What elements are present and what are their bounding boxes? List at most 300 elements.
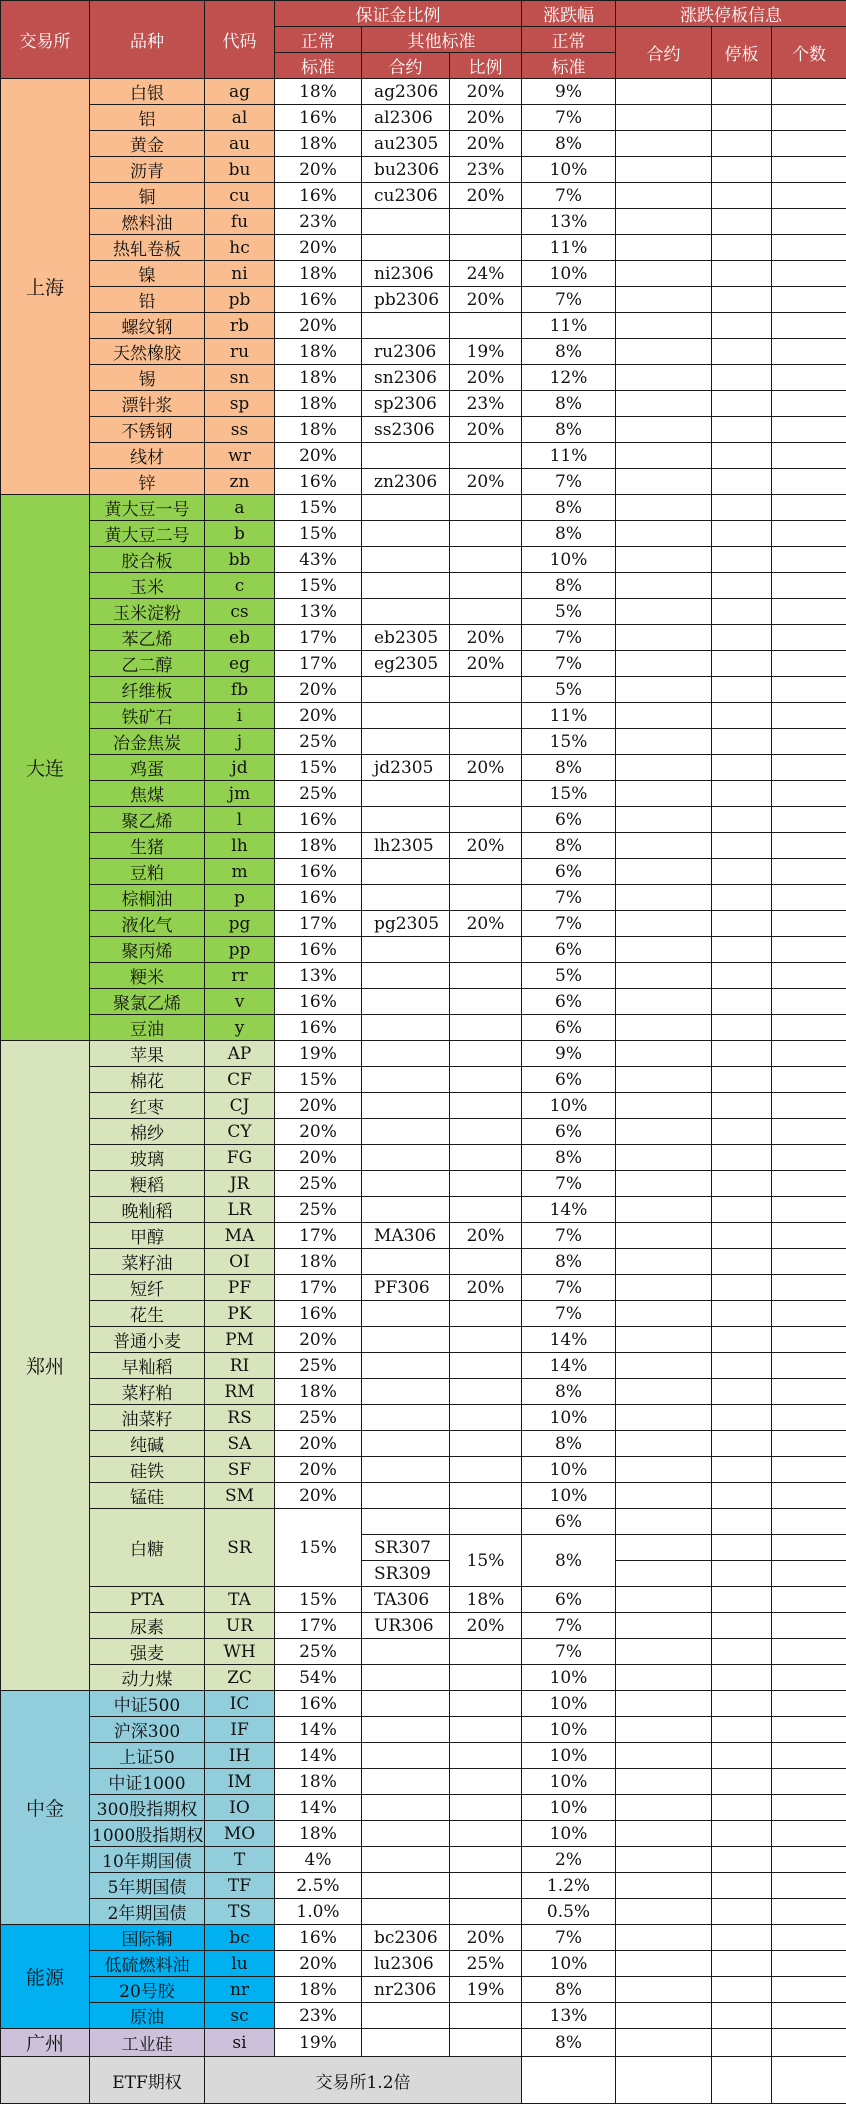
limit-standard-cell: 0.5% — [522, 1899, 616, 1925]
margin-standard-cell: 15% — [275, 1509, 362, 1587]
variety-cell: 白糖 — [90, 1509, 205, 1587]
table-row — [1, 651, 846, 677]
variety-cell: 热轧卷板 — [90, 235, 205, 261]
limit-standard-cell: 8% — [522, 339, 616, 365]
other-ratio-cell — [450, 1301, 522, 1327]
code-cell: m — [205, 859, 275, 885]
limit-info-stop-cell — [712, 417, 772, 443]
limit-info-contract-cell — [616, 209, 712, 235]
code-cell: cs — [205, 599, 275, 625]
table-row — [1, 1847, 846, 1873]
table-row — [1, 1509, 846, 1535]
other-contract-cell — [362, 235, 450, 261]
limit-info-contract-cell — [616, 885, 712, 911]
limit-info-count-cell — [772, 495, 846, 521]
limit-standard-cell: 7% — [522, 885, 616, 911]
variety-cell: 黄大豆一号 — [90, 495, 205, 521]
limit-standard-cell: 10% — [522, 1093, 616, 1119]
variety-cell: 锰硅 — [90, 1483, 205, 1509]
other-ratio-cell — [450, 1483, 522, 1509]
limit-info-contract-cell — [616, 313, 712, 339]
limit-info-contract-cell — [616, 1847, 712, 1873]
limit-info-count-cell — [772, 1093, 846, 1119]
variety-cell: 中证500 — [90, 1691, 205, 1717]
code-cell: bb — [205, 547, 275, 573]
limit-standard-cell: 7% — [522, 911, 616, 937]
limit-info-contract-cell — [616, 1691, 712, 1717]
margin-standard-cell: 18% — [275, 1769, 362, 1795]
limit-info-contract-cell — [616, 781, 712, 807]
other-ratio-cell: 23% — [450, 391, 522, 417]
limit-info-count-cell — [772, 287, 846, 313]
table-row — [1, 1301, 846, 1327]
variety-cell: PTA — [90, 1587, 205, 1613]
margin-standard-cell: 16% — [275, 183, 362, 209]
limit-info-count-cell — [772, 1015, 846, 1041]
limit-info-count-cell — [772, 1509, 846, 1535]
variety-cell: 玉米 — [90, 573, 205, 599]
limit-info-contract-cell — [616, 1873, 712, 1899]
margin-standard-cell: 20% — [275, 1145, 362, 1171]
code-cell: SF — [205, 1457, 275, 1483]
code-cell: RS — [205, 1405, 275, 1431]
table-header — [1, 1, 846, 79]
limit-info-stop-cell — [712, 1613, 772, 1639]
limit-info-stop-cell — [712, 755, 772, 781]
code-cell: pp — [205, 937, 275, 963]
margin-standard-cell: 43% — [275, 547, 362, 573]
variety-cell: 苯乙烯 — [90, 625, 205, 651]
variety-cell: 20号胶 — [90, 1977, 205, 2003]
variety-cell: 螺纹钢 — [90, 313, 205, 339]
limit-info-count-cell — [772, 1535, 846, 1561]
code-cell: IO — [205, 1795, 275, 1821]
limit-info-contract-cell — [616, 1769, 712, 1795]
limit-standard-cell: 10% — [522, 1405, 616, 1431]
limit-info-stop-cell — [712, 989, 772, 1015]
variety-cell: 短纤 — [90, 1275, 205, 1301]
code-cell: ni — [205, 261, 275, 287]
margin-standard-cell: 14% — [275, 1717, 362, 1743]
variety-cell: 天然橡胶 — [90, 339, 205, 365]
other-contract-cell — [362, 1795, 450, 1821]
limit-info-stop-cell — [712, 1379, 772, 1405]
limit-info-contract-cell — [616, 1353, 712, 1379]
limit-standard-cell: 8% — [522, 1145, 616, 1171]
other-contract-cell: al2306 — [362, 105, 450, 131]
other-contract-cell — [362, 1665, 450, 1691]
other-ratio-cell — [450, 937, 522, 963]
other-ratio-cell — [450, 1847, 522, 1873]
limit-info-stop-cell — [712, 2003, 772, 2029]
limit-standard-cell: 6% — [522, 807, 616, 833]
exchange-cell: 上海 — [1, 79, 90, 495]
other-ratio-cell — [450, 313, 522, 339]
table-row — [1, 183, 846, 209]
limit-info-count-cell — [772, 1301, 846, 1327]
limit-info-stop-cell — [712, 729, 772, 755]
limit-info-contract-cell — [616, 1249, 712, 1275]
limit-info-contract-cell — [616, 1197, 712, 1223]
code-cell: AP — [205, 1041, 275, 1067]
limit-info-contract-cell — [616, 1951, 712, 1977]
variety-cell: 纤维板 — [90, 677, 205, 703]
limit-info-header: 涨跌停板信息 — [616, 1, 846, 27]
margin-standard-cell: 20% — [275, 313, 362, 339]
limit-info-count-cell — [772, 937, 846, 963]
other-contract-cell — [362, 807, 450, 833]
variety-cell: 5年期国债 — [90, 1873, 205, 1899]
limit-info-contract-cell — [616, 1093, 712, 1119]
other-contract-cell: jd2305 — [362, 755, 450, 781]
limit-info-count-cell — [772, 131, 846, 157]
limit-standard-cell: 7% — [522, 651, 616, 677]
other-ratio-cell — [450, 1041, 522, 1067]
limit-info-count-cell — [772, 469, 846, 495]
code-cell: ru — [205, 339, 275, 365]
margin-standard-cell: 25% — [275, 1353, 362, 1379]
limit-info-stop-cell — [712, 573, 772, 599]
limit-info-contract-cell — [616, 287, 712, 313]
other-ratio-cell — [450, 1015, 522, 1041]
limit-info-contract-cell — [616, 625, 712, 651]
margin-standard-cell: 18% — [275, 391, 362, 417]
table-body — [1, 79, 846, 2057]
other-contract-cell — [362, 1743, 450, 1769]
table-row — [1, 807, 846, 833]
limit-standard-cell: 13% — [522, 2003, 616, 2029]
limit-info-stop-cell — [712, 105, 772, 131]
other-contract-cell: SR307 — [362, 1535, 450, 1561]
table-row — [1, 755, 846, 781]
code-cell: CJ — [205, 1093, 275, 1119]
limit-info-contract-cell — [616, 391, 712, 417]
table-row — [1, 1743, 846, 1769]
margin-standard-cell: 19% — [275, 2029, 362, 2057]
table-row — [1, 469, 846, 495]
variety-cell: 铝 — [90, 105, 205, 131]
other-contract-cell — [362, 1015, 450, 1041]
table-row — [1, 1821, 846, 1847]
limit-info-stop-cell — [712, 365, 772, 391]
table-row — [1, 1379, 846, 1405]
variety-cell: 乙二醇 — [90, 651, 205, 677]
table-row — [1, 313, 846, 339]
limit-info-stop-cell — [712, 1847, 772, 1873]
other-contract-cell — [362, 1327, 450, 1353]
table-footer — [1, 2057, 846, 2104]
variety-cell: 聚丙烯 — [90, 937, 205, 963]
other-contract-cell: eb2305 — [362, 625, 450, 651]
limit-info-count-cell — [772, 1613, 846, 1639]
limit-info-stop-cell — [712, 1405, 772, 1431]
other-ratio-cell — [450, 1405, 522, 1431]
other-contract-cell — [362, 1847, 450, 1873]
limit-info-stop-cell — [712, 235, 772, 261]
other-ratio-cell — [450, 1353, 522, 1379]
table-row — [1, 131, 846, 157]
variety-cell: 不锈钢 — [90, 417, 205, 443]
margin-standard-cell: 16% — [275, 287, 362, 313]
other-ratio-cell — [450, 1197, 522, 1223]
limit-info-count-cell — [772, 729, 846, 755]
limit-standard-cell: 10% — [522, 1665, 616, 1691]
other-contract-cell — [362, 1769, 450, 1795]
variety-cell: 硅铁 — [90, 1457, 205, 1483]
limit-standard-cell: 7% — [522, 1639, 616, 1665]
table-row — [1, 417, 846, 443]
limit-standard-cell: 10% — [522, 1951, 616, 1977]
limit-standard-cell: 7% — [522, 1275, 616, 1301]
other-ratio-cell: 15% — [450, 1535, 522, 1587]
limit-info-contract-cell — [616, 1561, 712, 1587]
limit-info-stop-cell — [712, 287, 772, 313]
limit-info-contract-cell — [616, 469, 712, 495]
margin-standard-cell: 23% — [275, 2003, 362, 2029]
code-cell: p — [205, 885, 275, 911]
limit-info-count-cell — [772, 781, 846, 807]
other-contract-cell — [362, 2003, 450, 2029]
other-ratio-cell: 25% — [450, 1951, 522, 1977]
other-contract-cell — [362, 1457, 450, 1483]
limit-info-contract-cell — [616, 1535, 712, 1561]
code-cell: hc — [205, 235, 275, 261]
exchange-cell: 郑州 — [1, 1041, 90, 1691]
other-contract-cell: PF306 — [362, 1275, 450, 1301]
margin-standard-cell: 13% — [275, 963, 362, 989]
other-contract-cell: lh2305 — [362, 833, 450, 859]
margin-standard-cell: 15% — [275, 573, 362, 599]
margin-standard-cell: 17% — [275, 625, 362, 651]
code-cell: WH — [205, 1639, 275, 1665]
table-row — [1, 963, 846, 989]
limit-info-stop-cell — [712, 1795, 772, 1821]
limit-info-stop-cell — [712, 781, 772, 807]
code-cell: RI — [205, 1353, 275, 1379]
margin-standard-cell: 16% — [275, 885, 362, 911]
margin-other-ratio-header: 比例 — [450, 53, 522, 79]
limit-info-contract-cell — [616, 677, 712, 703]
other-contract-cell — [362, 1353, 450, 1379]
margin-standard-cell: 23% — [275, 209, 362, 235]
limit-standard-cell: 11% — [522, 313, 616, 339]
code-cell: ZC — [205, 1665, 275, 1691]
table-row — [1, 1405, 846, 1431]
margin-standard-cell: 20% — [275, 1327, 362, 1353]
margin-standard-cell: 17% — [275, 651, 362, 677]
other-contract-cell: bc2306 — [362, 1925, 450, 1951]
table-row — [1, 2029, 846, 2057]
code-cell: MO — [205, 1821, 275, 1847]
code-cell: CF — [205, 1067, 275, 1093]
other-ratio-cell — [450, 781, 522, 807]
margin-standard-cell: 18% — [275, 833, 362, 859]
other-ratio-cell — [450, 1899, 522, 1925]
variety-cell: 苹果 — [90, 1041, 205, 1067]
code-cell: SA — [205, 1431, 275, 1457]
table-row — [1, 209, 846, 235]
table-row — [1, 547, 846, 573]
limit-info-count-cell — [772, 1639, 846, 1665]
limit-standard-cell: 7% — [522, 1925, 616, 1951]
limit-info-contract-cell — [616, 1119, 712, 1145]
other-contract-cell: ss2306 — [362, 417, 450, 443]
margin-standard-cell: 20% — [275, 677, 362, 703]
table-row — [1, 1249, 846, 1275]
code-cell: ss — [205, 417, 275, 443]
limit-info-count-cell — [772, 1743, 846, 1769]
limit-info-count-cell — [772, 183, 846, 209]
limit-info-contract-cell — [616, 1301, 712, 1327]
limit-info-count-cell — [772, 235, 846, 261]
limit-standard-cell: 9% — [522, 1041, 616, 1067]
other-contract-cell — [362, 781, 450, 807]
limit-info-contract-cell — [616, 1899, 712, 1925]
margin-standard-cell: 20% — [275, 703, 362, 729]
variety-cell: 甲醇 — [90, 1223, 205, 1249]
code-cell: jm — [205, 781, 275, 807]
limit-info-count-cell — [772, 1847, 846, 1873]
table-row — [1, 625, 846, 651]
other-contract-cell — [362, 1041, 450, 1067]
code-cell: sc — [205, 2003, 275, 2029]
other-ratio-cell: 20% — [450, 755, 522, 781]
limit-standard-cell: 8% — [522, 2029, 616, 2057]
variety-cell: 锡 — [90, 365, 205, 391]
limit-info-count-cell — [772, 157, 846, 183]
limit-info-stop-cell — [712, 157, 772, 183]
margin-standard-cell: 17% — [275, 1275, 362, 1301]
limit-standard-cell: 10% — [522, 1743, 616, 1769]
limit-info-stop-cell — [712, 833, 772, 859]
other-contract-cell — [362, 573, 450, 599]
limit-info-count-cell — [772, 417, 846, 443]
limit-standard-cell: 7% — [522, 287, 616, 313]
other-contract-cell — [362, 1717, 450, 1743]
other-contract-cell — [362, 989, 450, 1015]
limit-info-count-cell — [772, 1483, 846, 1509]
variety-cell: 早籼稻 — [90, 1353, 205, 1379]
margin-standard-cell: 16% — [275, 1301, 362, 1327]
table-row — [1, 1093, 846, 1119]
limit-info-contract-cell — [616, 1639, 712, 1665]
other-ratio-cell — [450, 1743, 522, 1769]
other-contract-cell: SR309 — [362, 1561, 450, 1587]
table-row — [1, 1457, 846, 1483]
other-contract-cell — [362, 1093, 450, 1119]
variety-cell: 豆油 — [90, 1015, 205, 1041]
code-cell: T — [205, 1847, 275, 1873]
other-ratio-cell: 20% — [450, 365, 522, 391]
limit-info-contract-cell — [616, 417, 712, 443]
other-ratio-cell: 20% — [450, 1925, 522, 1951]
limit-info-count-cell — [772, 1977, 846, 2003]
other-ratio-cell: 20% — [450, 1275, 522, 1301]
other-contract-cell — [362, 703, 450, 729]
other-ratio-cell — [450, 1431, 522, 1457]
code-cell: c — [205, 573, 275, 599]
variety-cell: 上证50 — [90, 1743, 205, 1769]
other-ratio-cell: 20% — [450, 1613, 522, 1639]
limit-info-count-cell — [772, 1041, 846, 1067]
limit-info-stop-cell — [712, 209, 772, 235]
limit-info-count-cell — [772, 261, 846, 287]
table-row — [1, 495, 846, 521]
other-ratio-cell: 20% — [450, 105, 522, 131]
other-ratio-cell — [450, 1249, 522, 1275]
limit-info-stop-cell — [712, 677, 772, 703]
variety-cell: 晚籼稻 — [90, 1197, 205, 1223]
limit-info-count-cell — [772, 1275, 846, 1301]
limit-info-stop-cell — [712, 1301, 772, 1327]
limit-info-stop-cell — [712, 1119, 772, 1145]
limit-info-stop-cell — [712, 521, 772, 547]
variety-cell: 聚氯乙烯 — [90, 989, 205, 1015]
limit-standard-cell: 8% — [522, 1431, 616, 1457]
limit-normal-header: 正常 — [522, 27, 616, 53]
limit-standard-cell: 15% — [522, 729, 616, 755]
other-ratio-cell — [450, 1873, 522, 1899]
limit-standard-cell: 7% — [522, 1613, 616, 1639]
margin-standard-cell: 20% — [275, 1119, 362, 1145]
variety-cell: 玻璃 — [90, 1145, 205, 1171]
margin-standard-cell: 13% — [275, 599, 362, 625]
limit-info-contract-cell — [616, 261, 712, 287]
margin-standard-cell: 16% — [275, 1691, 362, 1717]
limit-info-stop-cell — [712, 1717, 772, 1743]
other-contract-cell — [362, 1067, 450, 1093]
limit-info-count-cell — [772, 1665, 846, 1691]
code-cell: l — [205, 807, 275, 833]
variety-cell: 动力煤 — [90, 1665, 205, 1691]
limit-info-stop-cell — [712, 703, 772, 729]
other-ratio-cell — [450, 443, 522, 469]
limit-info-contract-cell — [616, 157, 712, 183]
limit-info-count-cell — [772, 1353, 846, 1379]
margin-group-header: 保证金比例 — [275, 1, 522, 27]
limit-info-count-cell — [772, 1249, 846, 1275]
code-cell: rr — [205, 963, 275, 989]
table-row — [1, 157, 846, 183]
variety-cell: 焦煤 — [90, 781, 205, 807]
limit-info-stop-cell — [712, 1015, 772, 1041]
variety-cell: 铅 — [90, 287, 205, 313]
margin-standard-cell: 4% — [275, 1847, 362, 1873]
other-contract-cell — [362, 1405, 450, 1431]
limit-standard-cell: 6% — [522, 1015, 616, 1041]
variety-cell: 花生 — [90, 1301, 205, 1327]
limit-info-stop-cell — [712, 1041, 772, 1067]
limit-info-contract-cell — [616, 989, 712, 1015]
limit-standard-cell: 8% — [522, 833, 616, 859]
limit-standard-cell: 10% — [522, 1691, 616, 1717]
code-cell: JR — [205, 1171, 275, 1197]
margin-standard-cell: 25% — [275, 1171, 362, 1197]
table-row — [1, 677, 846, 703]
table-row — [1, 599, 846, 625]
limit-info-stop-cell — [712, 1535, 772, 1561]
limit-standard-cell: 12% — [522, 365, 616, 391]
limit-info-contract-cell — [616, 105, 712, 131]
table-row — [1, 937, 846, 963]
margin-normal-header: 正常 — [275, 27, 362, 53]
table-row — [1, 287, 846, 313]
limit-info-stop-cell — [712, 79, 772, 105]
other-ratio-cell: 20% — [450, 417, 522, 443]
limit-info-count-cell — [772, 391, 846, 417]
limit-info-stop-cell — [712, 599, 772, 625]
limit-info-count-cell — [772, 625, 846, 651]
